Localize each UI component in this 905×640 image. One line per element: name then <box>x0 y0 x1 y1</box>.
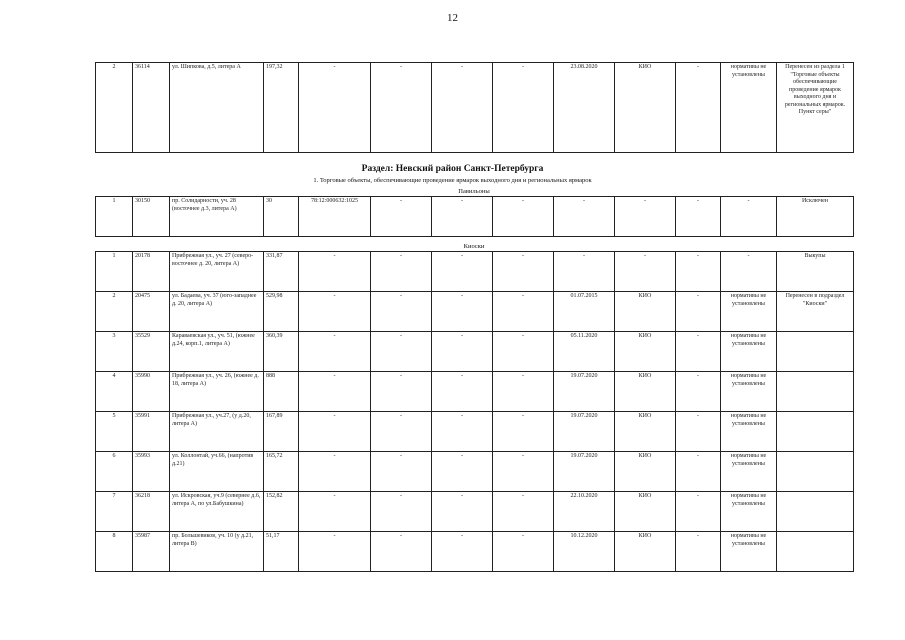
cell: 6 <box>96 452 133 492</box>
table-row <box>96 197 854 237</box>
section-title: Раздел: Невский район Санкт-Петербурга <box>361 164 544 174</box>
table-row <box>96 332 854 372</box>
cell: Перенесен из раздела 1 "Торговые объекты обеспечивающие проведение ярмарок выходного дня и региональных ярмарок. Пункт серы" <box>777 63 854 153</box>
cell: 35990 <box>133 372 170 412</box>
cell: 1 <box>96 252 133 292</box>
cell: 19.07.2020 <box>554 452 615 492</box>
cell: ул. Искровская, уч.9 (севернее д.6, литера А, по ул.Бабушкина) <box>170 492 264 532</box>
cell: 8 <box>96 532 133 572</box>
cell: 529,98 <box>264 292 299 332</box>
cell: 152,82 <box>264 492 299 532</box>
cell: 23.08.2020 <box>554 63 615 153</box>
cell: - <box>554 252 615 292</box>
cell: 35529 <box>133 332 170 372</box>
cell: - <box>615 252 676 292</box>
table-row <box>96 292 854 332</box>
cell: 2 <box>96 63 133 153</box>
cell: - <box>676 532 721 572</box>
cell: - <box>493 372 554 412</box>
table-row <box>96 532 854 572</box>
cell: - <box>371 332 432 372</box>
table-row <box>96 252 854 292</box>
cell: - <box>371 372 432 412</box>
cell: нормативы не установлены <box>721 292 777 332</box>
cell: - <box>493 332 554 372</box>
cell: - <box>676 332 721 372</box>
cell: - <box>299 412 371 452</box>
cell: - <box>493 292 554 332</box>
cell: - <box>299 63 371 153</box>
cell: - <box>493 252 554 292</box>
cell: - <box>299 492 371 532</box>
cell: 01.07.2015 <box>554 292 615 332</box>
cell: ул. Коллонтай, уч.66, (напротив д.21) <box>170 452 264 492</box>
cell: - <box>721 252 777 292</box>
cell: 3 <box>96 332 133 372</box>
cell: - <box>432 492 493 532</box>
cell: - <box>432 197 493 237</box>
group-label-pavilions: Павильоны <box>458 188 490 195</box>
cell: - <box>554 197 615 237</box>
cell: 1 <box>96 197 133 237</box>
table-row <box>96 412 854 452</box>
cell <box>777 412 854 452</box>
cell: Перенесен в подраздел "Киоски" <box>777 292 854 332</box>
cell: 36114 <box>133 63 170 153</box>
cell: Прибрежная ул., уч. 27 (северо-восточнее д. 20, литера А) <box>170 252 264 292</box>
cell <box>777 372 854 412</box>
cell: - <box>371 197 432 237</box>
cell: пр. Большевиков, уч. 10 (у д.21, литера В) <box>170 532 264 572</box>
cell: 05.11.2020 <box>554 332 615 372</box>
cell: - <box>676 452 721 492</box>
cell: Выкупы <box>777 252 854 292</box>
cell: нормативы не установлены <box>721 372 777 412</box>
cell: - <box>432 332 493 372</box>
cell: нормативы не установлены <box>721 63 777 153</box>
cell: - <box>493 197 554 237</box>
cell: - <box>432 292 493 332</box>
cell: 22.10.2020 <box>554 492 615 532</box>
cell: - <box>299 252 371 292</box>
cell: пр. Солидарности, уч. 28 (восточнее д.3, литера А) <box>170 197 264 237</box>
cell: 165,72 <box>264 452 299 492</box>
cell: - <box>299 332 371 372</box>
cell: КИО <box>615 63 676 153</box>
cell: Караваевская ул., уч. 51, (южнее д.24, корп.1, литера А) <box>170 332 264 372</box>
cell: - <box>676 252 721 292</box>
cell: 19.07.2020 <box>554 412 615 452</box>
cell: Исключен <box>777 197 854 237</box>
cell: 35987 <box>133 532 170 572</box>
cell: Прибрежная ул., уч.27, (у д.20, литера А) <box>170 412 264 452</box>
cell: 51,17 <box>264 532 299 572</box>
cell: 360,39 <box>264 332 299 372</box>
cell: нормативы не установлены <box>721 532 777 572</box>
cell: - <box>299 372 371 412</box>
cell: 167,89 <box>264 412 299 452</box>
cell: - <box>615 197 676 237</box>
cell: - <box>676 372 721 412</box>
cell: КИО <box>615 372 676 412</box>
cell: нормативы не установлены <box>721 452 777 492</box>
cell: 2 <box>96 292 133 332</box>
cell <box>777 332 854 372</box>
cell: - <box>676 492 721 532</box>
cell: КИО <box>615 292 676 332</box>
cell: 888 <box>264 372 299 412</box>
table-pavilions <box>95 196 854 237</box>
cell: Прибрежная ул., уч. 26, (южнее д. 18, литера А) <box>170 372 264 412</box>
cell: - <box>432 532 493 572</box>
cell: - <box>676 197 721 237</box>
cell: - <box>493 452 554 492</box>
cell: КИО <box>615 412 676 452</box>
cell: 30 <box>264 197 299 237</box>
cell: - <box>299 532 371 572</box>
cell: 35993 <box>133 452 170 492</box>
cell: - <box>493 492 554 532</box>
cell: - <box>371 452 432 492</box>
table-row <box>96 372 854 412</box>
cell: 35991 <box>133 412 170 452</box>
cell: - <box>371 492 432 532</box>
cell: КИО <box>615 532 676 572</box>
cell: ул. Шипкова, д.5, литера А <box>170 63 264 153</box>
cell: - <box>721 197 777 237</box>
cell: нормативы не установлены <box>721 412 777 452</box>
cell: - <box>371 412 432 452</box>
cell: КИО <box>615 452 676 492</box>
cell: 4 <box>96 372 133 412</box>
cell: - <box>493 63 554 153</box>
cell: - <box>432 252 493 292</box>
cell: - <box>371 292 432 332</box>
cell: - <box>493 532 554 572</box>
table-row <box>96 492 854 532</box>
cell: 36218 <box>133 492 170 532</box>
cell: 30150 <box>133 197 170 237</box>
cell <box>777 492 854 532</box>
cell: 5 <box>96 412 133 452</box>
table-row <box>96 63 854 153</box>
cell: - <box>432 372 493 412</box>
cell: 19.07.2020 <box>554 372 615 412</box>
table-row <box>96 452 854 492</box>
cell <box>777 452 854 492</box>
cell: - <box>676 412 721 452</box>
table-kiosks <box>95 251 854 572</box>
cell: - <box>371 252 432 292</box>
cell <box>777 532 854 572</box>
cell: - <box>432 63 493 153</box>
cell: нормативы не установлены <box>721 492 777 532</box>
cell: 10.12.2020 <box>554 532 615 572</box>
subsection-title: 1. Торговые объекты, обеспечивающие проведение ярмарок выходного дня и региональных ярмарок <box>313 177 592 184</box>
table-top <box>95 62 854 153</box>
cell: КИО <box>615 332 676 372</box>
group-label-kiosks: Киоски <box>463 243 485 250</box>
cell: 331,87 <box>264 252 299 292</box>
cell: - <box>371 63 432 153</box>
cell: - <box>432 412 493 452</box>
cell: - <box>493 412 554 452</box>
cell: - <box>371 532 432 572</box>
page-number: 12 <box>447 12 458 24</box>
cell: нормативы не установлены <box>721 332 777 372</box>
cell: - <box>676 63 721 153</box>
cell: 20475 <box>133 292 170 332</box>
cell: КИО <box>615 492 676 532</box>
cell: - <box>299 452 371 492</box>
cell: 7 <box>96 492 133 532</box>
cell: ул. Бадаева, уч. 37 (юго-западнее д. 20, литера А) <box>170 292 264 332</box>
cell: 20178 <box>133 252 170 292</box>
cell: - <box>676 292 721 332</box>
cell: - <box>299 292 371 332</box>
cell: 78:12:000632:1025 <box>299 197 371 237</box>
cell: 197,32 <box>264 63 299 153</box>
cell: - <box>432 452 493 492</box>
